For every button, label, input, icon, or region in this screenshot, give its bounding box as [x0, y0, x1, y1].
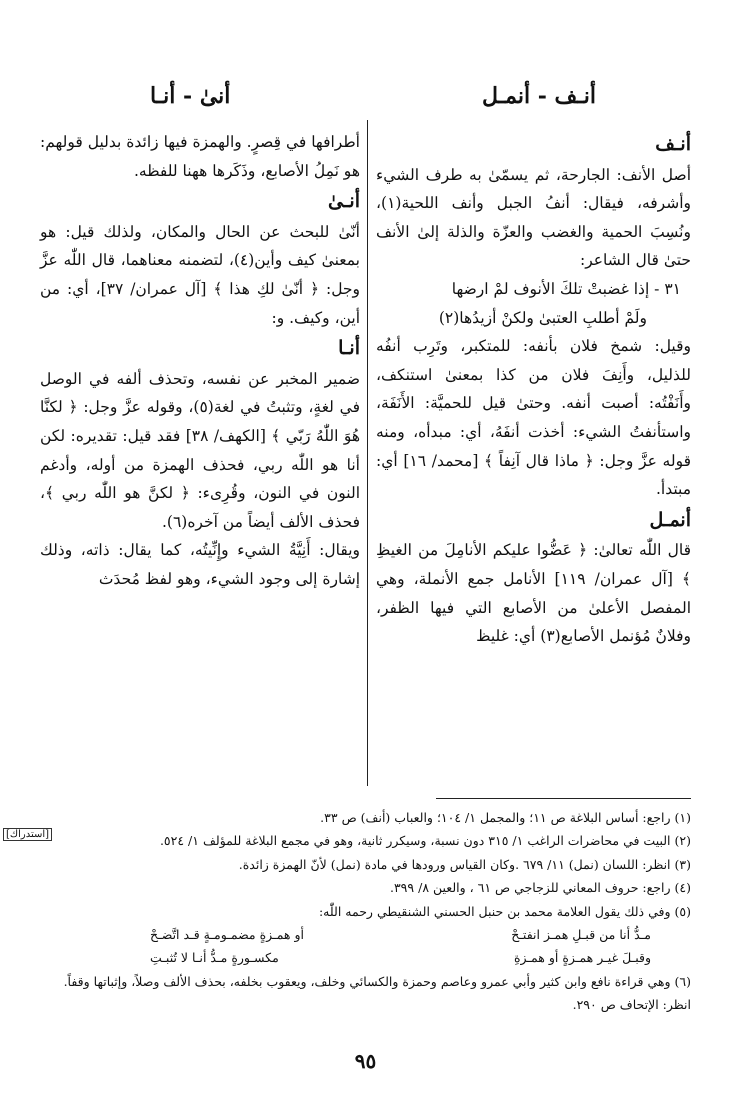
margin-note: [استدراك]	[3, 828, 52, 841]
poem-line	[40, 946, 691, 969]
running-header-left: أنىٰ - أنـا	[150, 83, 231, 109]
paragraph: قال اللّٰه تعالىٰ: ﴿ عَضُّوا عليكم الأنامِلَ من الغيظِ ﴾ [آل عمران/ ١١٩] الأنامل جمع الأنملة، وهي المفصل الأعلىٰ من الأصابع التي فيها الظفر، وفلانٌ مُؤنمل الأصابع(٣) أي: غليظ	[376, 541, 692, 646]
paragraph: أنّىٰ للبحث عن الحال والمكان، ولذلك قيل: هو بمعنىٰ كيف وأين(٤)، لتضمنه معناهما، قال اللّٰه عزَّ وجل: ﴿ أنّىٰ لكِ هذا ﴾ [آل عمران/ ٣٧]، أي: من أين، وكيف. و:	[40, 222, 360, 327]
paragraph: ويقال: أَنِيَّةُ الشيء وإِنِّيتُه، كما يقال: ذاته، وذلك إشارة إلى وجود الشيء، وهو لفظ مُحدَث	[40, 541, 360, 588]
footnote: (١) راجع: أساس البلاغة ص ١١؛ والمجمل ١/ ١٠٤؛ والعباب (أنف) ص ٣٣.	[320, 810, 691, 825]
footnote: (٦) وهي قراءة نافع وابن كثير وأبي عمرو وعاصم وحمزة والكسائي وخلف، ويعقوب بخلفه، بحذف الألف وصلاً، وإثباتها وقفاً. انظر: الإتحاف ص ٢٩٠.	[63, 973, 691, 1013]
paragraph: ضمير المخبر عن نفسه، وتحذف ألفه في الوصل في لغةٍ، وتثبتُ في لغة(٥)، وقوله عزَّ وجل: ﴿ لكنَّا هُوَ اللّٰهُ رَبّي ﴾ [الكهف/ ٣٨] فقد قيل: تقديره: لكن أنا هو اللّٰه ربي، فحذف الهمزة من أوله، وأدغم النون في النون، وقُرِىء: ﴿ لكنَّ هو اللّٰه ربي ﴾، فحذف الألف أيضاً من آخره(٦).	[40, 369, 361, 531]
running-header-right: أنـف - أنمـل	[482, 83, 596, 109]
footnotes	[40, 806, 691, 1017]
footnote: (٢) البيت في محاضرات الراغب ١/ ٣١٥ دون نسبة، وسيكرر ثانية، وهو في مجمع البلاغة للمؤلف ١/ ٥٢٤.	[159, 833, 691, 849]
entry-heading: أنمـل	[649, 508, 691, 531]
footnote: (٣) انظر: اللسان (نمل) ١١/ ٦٧٩ .وكان القياس ورودها في مادة (نمل) لأنّ الهمزة زائدة.	[238, 856, 691, 872]
page-number: ٩٥	[354, 1049, 377, 1073]
poem-hemistich: مـدُّ أنا من قبـلِ همـز انفتـحْ	[511, 927, 651, 943]
column-divider	[367, 120, 368, 786]
entry-heading: أنـف	[655, 133, 691, 155]
verse-line: ولَمْ أطلبِ العتبىٰ ولكنْ أزيدُها(٢)	[438, 308, 647, 327]
poem-hemistich: وقبـلَ غيـر همـزةٍ أو همـزةِ	[513, 950, 651, 966]
footnote: (٥) وفي ذلك يقول العلامة محمد بن حنبل الحسني الشنقيطي رحمه اللّٰه:	[318, 903, 691, 919]
left-column	[40, 128, 360, 594]
paragraph: وقيل: شمخ فلان بأنفه: للمتكبر، وتَرِب أنفُه للذليل، وأَنِفَ فلان من كذا بمعنىٰ استنكف، وأَنَفْتُه: أصبت أنفه. وحتىٰ قيل للحميَّة: الأَنَفَة، واستأنفتُ الشيء: أخذت أنفَهُ، أي: مبدأه، ومنه قوله عزَّ وجل: ﴿ ماذا قال آنِفاً ﴾ [محمد/ ١٦] أي: مبتدأ.	[376, 337, 691, 499]
footnote: (٤) راجع: حروف المعاني للزجاجي ص ٦١ ، والعين ٨/ ٣٩٩.	[389, 880, 691, 896]
entry-heading: أنـىٰ	[328, 190, 360, 213]
footnote-separator	[436, 798, 691, 799]
entry-heading: أنـا	[338, 337, 360, 360]
verse-line: ٣١ - إذا غضبتْ تلكَ الأنوف لمْ ارضها	[451, 279, 681, 298]
poem-hemistich: مكسـورةٍ مـدُّ أنـا لا تُثبـتِ	[150, 950, 279, 966]
right-column	[376, 128, 691, 651]
poem-line	[40, 923, 691, 946]
paragraph: أطرافها في قِصرٍ. والهمزة فيها زائدة بدليل قولهم: هو نَمِلُ الأصابع، وذَكَرها ههنا للفظه.	[40, 133, 360, 180]
paragraph: أصل الأنف: الجارحة، ثم يسمّىٰ به طرف الشيء وأشرفه، فيقال: أنفُ الجبل وأنف اللحية(١)، ونُسِبَ الحمية والغضب والعزّة والذلة إلىٰ الأنف حتىٰ قال الشاعر:	[376, 165, 691, 270]
poem-hemistich: أو همـزةٍ مضمـومـةٍ قـد اتَّضـحْ	[150, 927, 304, 943]
